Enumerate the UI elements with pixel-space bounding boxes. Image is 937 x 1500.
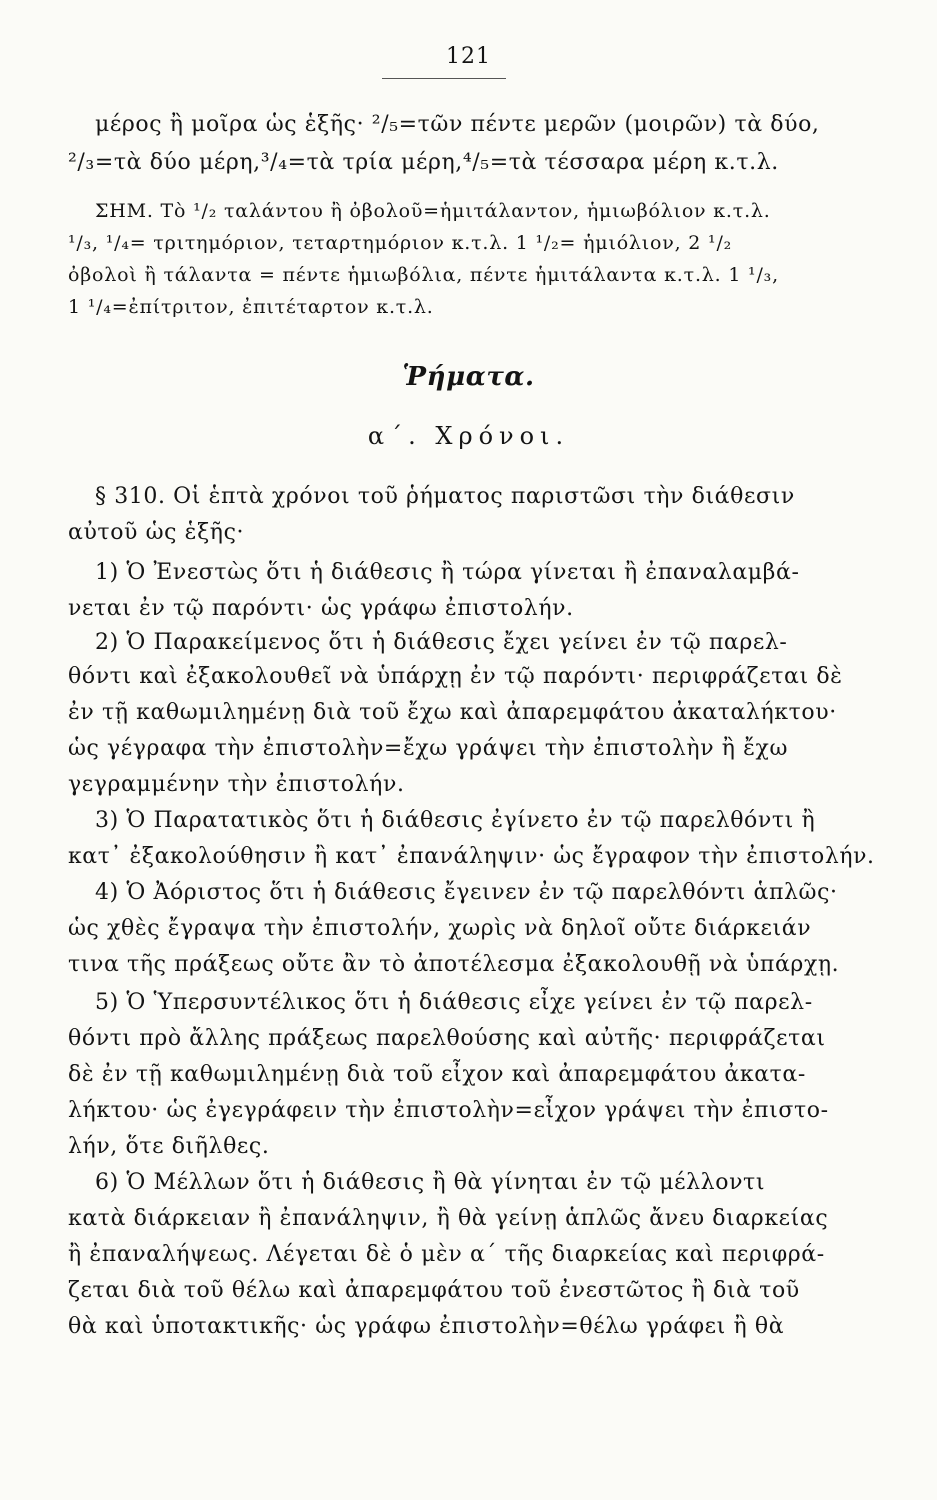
text-line: ὀβολοὶ ἢ τάλαντα = πέντε ἡμιωβόλια, πέντε ἡμιτάλαντα κ.τ.λ. 1 ¹/₃,	[68, 264, 779, 286]
text-line: ζεται διὰ τοῦ θέλω καὶ ἀπαρεμφάτου τοῦ ἐνεστῶτος ἢ διὰ τοῦ	[68, 1278, 800, 1303]
text-line: ἐν τῇ καθωμιλημένῃ διὰ τοῦ ἔχω καὶ ἀπαρεμφάτου ἀκαταλήκτου·	[68, 700, 837, 725]
text-line: 6) Ὁ Μέλλων ὅτι ἡ διάθεσις ἢ θὰ γίνηται ἐν τῷ μέλλοντι	[95, 1170, 766, 1195]
header-rule	[382, 78, 506, 79]
text-line: λήν, ὅτε διῆλθες.	[68, 1134, 270, 1159]
text-line: ΣΗΜ. Τὸ ¹/₂ ταλάντου ἢ ὀβολοῦ=ἡμιτάλαντον, ἡμιωβόλιον κ.τ.λ.	[95, 200, 771, 222]
text-line: νεται ἐν τῷ παρόντι· ὡς γράφω ἐπιστολήν.	[68, 596, 574, 621]
text-line: θὰ καὶ ὑποτακτικῆς· ὡς γράφω ἐπιστολὴν=θέλω γράφει ἢ θὰ	[68, 1314, 785, 1339]
subsection-heading: α΄. Χρόνοι.	[367, 422, 570, 450]
text-line: λήκτου· ὡς ἐγεγράφειν τὴν ἐπιστολὴν=εἶχον γράψει τὴν ἐπιστο-	[68, 1098, 829, 1123]
section-heading: Ῥήματα.	[402, 362, 535, 392]
text-line: τινα τῆς πράξεως οὔτε ἂν τὸ ἀποτέλεσμα ἐξακολουθῇ νὰ ὑπάρχῃ.	[68, 952, 840, 977]
text-line: 1 ¹/₄=ἐπίτριτον, ἐπιτέταρτον κ.τ.λ.	[68, 296, 434, 318]
text-line: ¹/₃, ¹/₄= τριτημόριον, τεταρτημόριον κ.τ.λ. 1 ¹/₂= ἡμιόλιον, 2 ¹/₂	[68, 232, 733, 254]
text-line: ἢ ἐπαναλήψεως. Λέγεται δὲ ὁ μὲν α΄ τῆς διαρκείας καὶ περιφρά-	[68, 1242, 825, 1267]
text-line: ὡς χθὲς ἔγραψα τὴν ἐπιστολήν, χωρὶς νὰ δηλοῖ οὔτε διάρκειάν	[68, 916, 812, 941]
text-line: 1) Ὁ Ἐνεστὼς ὅτι ἡ διάθεσις ἢ τώρα γίνεται ἢ ἐπαναλαμβά-	[95, 560, 800, 585]
text-line: θόντι καὶ ἐξακολουθεῖ νὰ ὑπάρχῃ ἐν τῷ παρόντι· περιφράζεται δὲ	[68, 664, 843, 689]
text-line: μέρος ἢ μοῖρα ὡς ἑξῆς· ²/₅=τῶν πέντε μερῶν (μοιρῶν) τὰ δύο,	[95, 112, 820, 137]
page-number: 121	[446, 44, 491, 69]
text-line: ²/₃=τὰ δύο μέρη,³/₄=τὰ τρία μέρη,⁴/₅=τὰ τέσσαρα μέρη κ.τ.λ.	[68, 150, 779, 175]
text-line: 3) Ὁ Παρατατικὸς ὅτι ἡ διάθεσις ἐγίνετο ἐν τῷ παρελθόντι ἢ	[95, 808, 816, 833]
text-line: 2) Ὁ Παρακείμενος ὅτι ἡ διάθεσις ἔχει γείνει ἐν τῷ παρελ-	[95, 630, 788, 655]
text-line: γεγραμμένην τὴν ἐπιστολήν.	[68, 772, 405, 797]
text-line: 4) Ὁ Ἀόριστος ὅτι ἡ διάθεσις ἔγεινεν ἐν τῷ παρελθόντι ἁπλῶς·	[95, 880, 838, 905]
text-line: κατὰ διάρκειαν ἢ ἐπανάληψιν, ἢ θὰ γείνῃ ἁπλῶς ἄνευ διαρκείας	[68, 1206, 829, 1231]
text-line: ὡς γέγραφα τὴν ἐπιστολὴν=ἔχω γράψει τὴν ἐπιστολὴν ἢ ἔχω	[68, 736, 789, 761]
text-line: 5) Ὁ Ὑπερσυντέλικος ὅτι ἡ διάθεσις εἶχε γείνει ἐν τῷ παρελ-	[95, 990, 813, 1015]
text-line: κατ᾽ ἐξακολούθησιν ἢ κατ᾽ ἐπανάληψιν· ὡς ἔγραφον τὴν ἐπιστολήν.	[68, 844, 875, 869]
text-line: § 310. Οἱ ἑπτὰ χρόνοι τοῦ ῥήματος παριστῶσι τὴν διάθεσιν	[95, 484, 795, 509]
text-line: δὲ ἐν τῇ καθωμιλημένῃ διὰ τοῦ εἶχον καὶ ἀπαρεμφάτου ἀκατα-	[68, 1062, 806, 1087]
text-line: αὐτοῦ ὡς ἑξῆς·	[68, 520, 245, 545]
text-line: θόντι πρὸ ἄλλης πράξεως παρελθούσης καὶ αὐτῆς· περιφράζεται	[68, 1026, 826, 1051]
